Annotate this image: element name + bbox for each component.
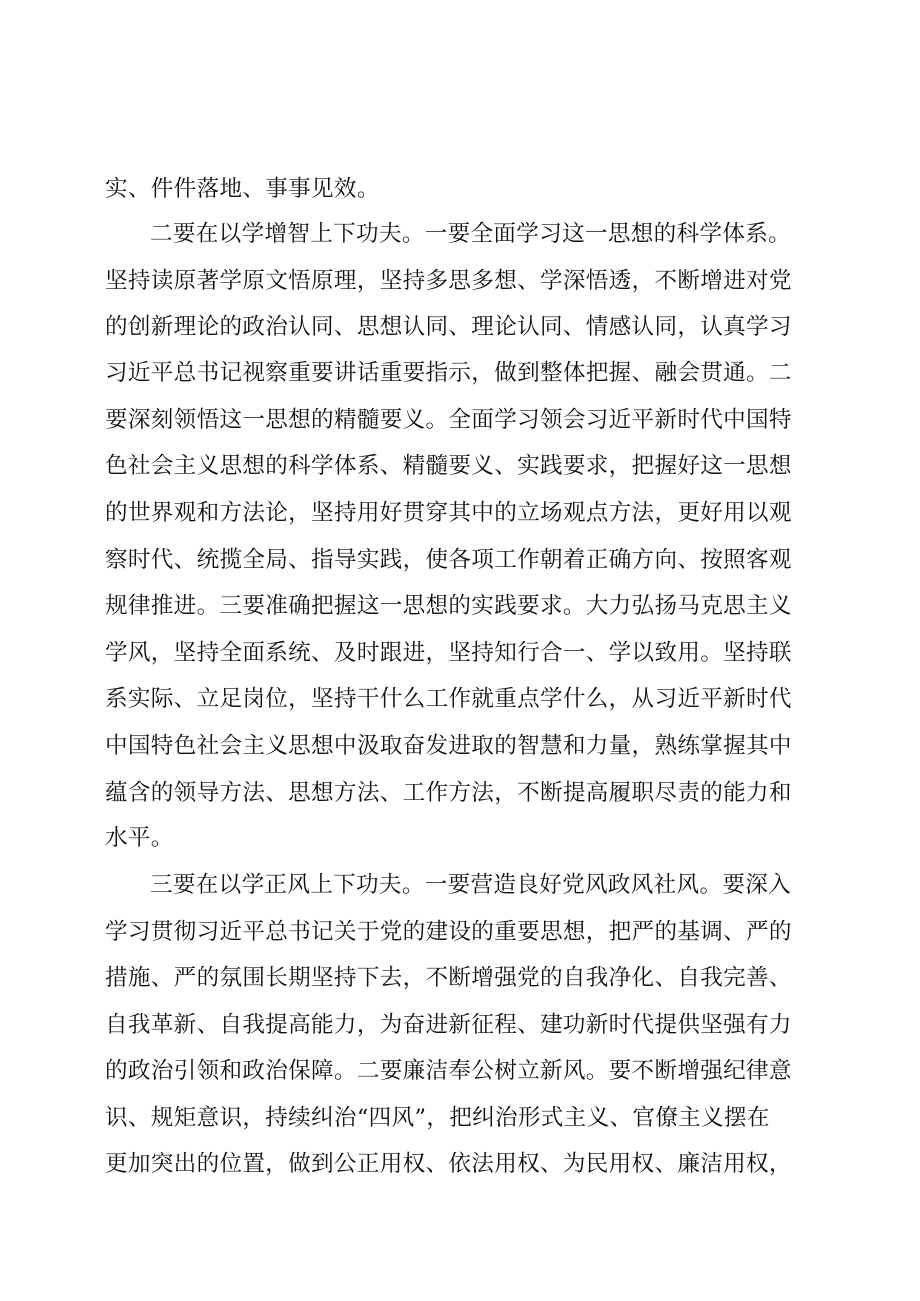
text-line: 中国特色社会主义思想中汲取奋发进取的智慧和力量，熟练掌握其中 [105, 733, 792, 759]
text-line: 要深刻领悟这一思想的精髓要义。全面学习领会习近平新时代中国特 [105, 407, 792, 433]
paragraph-start-line: 三要在以学正风上下功夫。一要营造良好党风政风社风。要深入 [150, 872, 792, 898]
text-line: 坚持读原著学原文悟原理，坚持多思多想、学深悟透，不断增进对党 [105, 268, 792, 294]
text-line: 的政治引领和政治保障。二要廉洁奉公树立新风。要不断增强纪律意 [105, 1058, 792, 1084]
text-line: 识、规矩意识，持续纠治“四风”，把纠治形式主义、官僚主义摆在 [105, 1105, 770, 1131]
text-line: 察时代、统揽全局、指导实践，使各项工作朝着正确方向、按照客观 [105, 547, 792, 573]
text-line: 自我革新、自我提高能力，为奋进新征程、建功新时代提供坚强有力 [105, 1012, 792, 1038]
text-line: 实、件件落地、事事见效。 [105, 176, 380, 202]
text-line: 的创新理论的政治认同、思想认同、理论认同、情感认同，认真学习 [105, 314, 792, 340]
text-line: 色社会主义思想的科学体系、精髓要义、实践要求，把握好这一思想 [105, 453, 792, 479]
text-line: 蕴含的领导方法、思想方法、工作方法，不断提高履职尽责的能力和 [105, 780, 792, 806]
text-line: 学风，坚持全面系统、及时跟进，坚持知行合一、学以致用。坚持联 [105, 640, 792, 666]
paragraph-start-line: 二要在以学增智上下功夫。一要全面学习这一思想的科学体系。 [150, 221, 792, 247]
text-line: 更加突出的位置，做到公正用权、依法用权、为民用权、廉洁用权， [105, 1151, 792, 1177]
text-line: 的世界观和方法论，坚持用好贯穿其中的立场观点方法，更好用以观 [105, 500, 792, 526]
text-line: 学习贯彻习近平总书记关于党的建设的重要思想，把严的基调、严的 [105, 919, 792, 945]
text-line: 系实际、立足岗位，坚持干什么工作就重点学什么，从习近平新时代 [105, 686, 792, 712]
text-line: 水平。 [105, 825, 174, 851]
text-line: 规律推进。三要准确把握这一思想的实践要求。大力弘扬马克思主义 [105, 593, 792, 619]
text-line: 措施、严的氛围长期坚持下去，不断增强党的自我净化、自我完善、 [105, 965, 792, 991]
text-line: 习近平总书记视察重要讲话重要指示，做到整体把握、融会贯通。二 [105, 360, 792, 386]
